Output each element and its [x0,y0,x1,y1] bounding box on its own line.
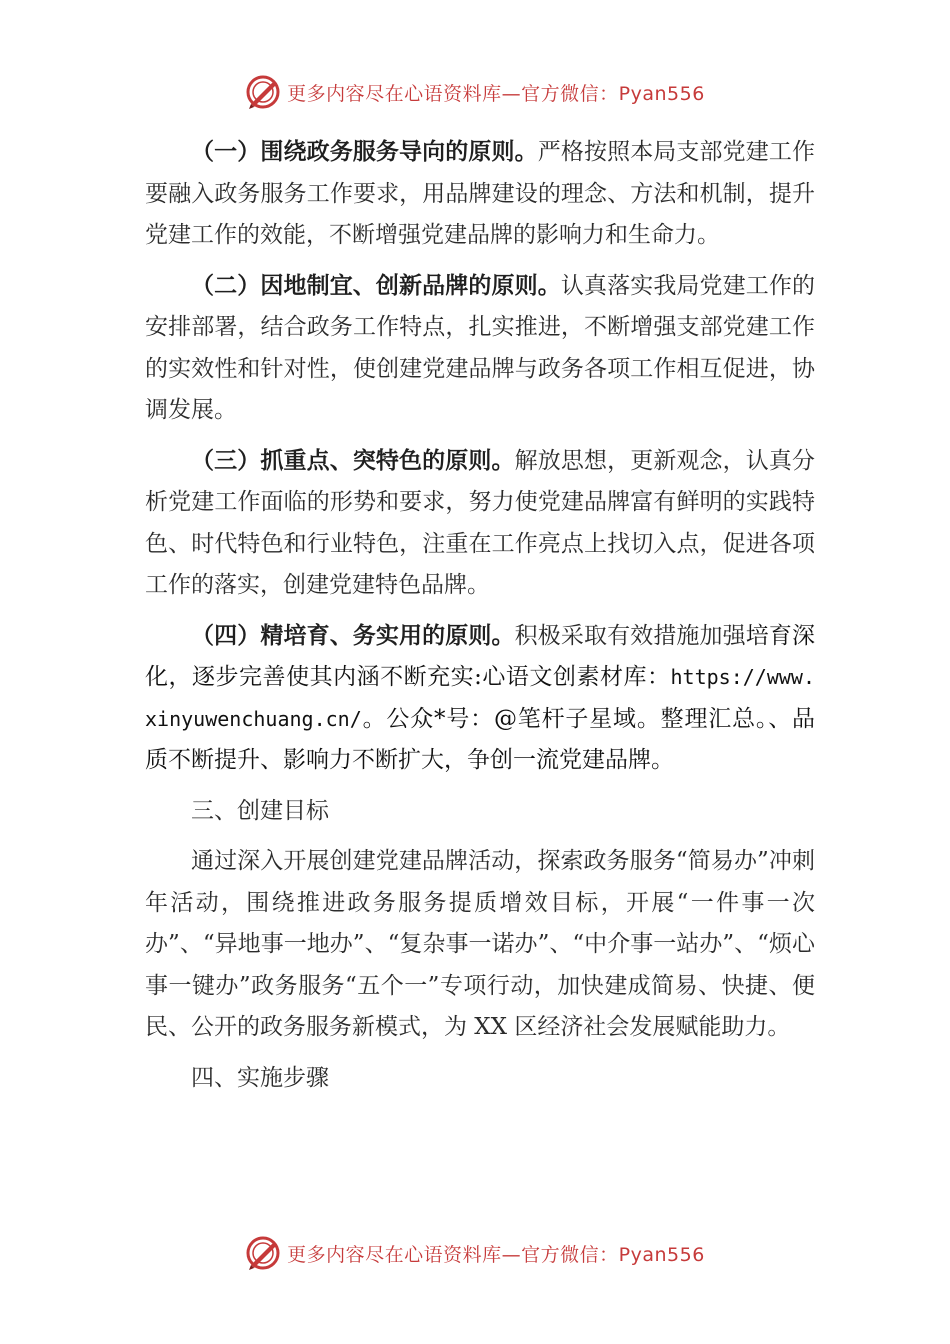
principle-4 [145,616,815,782]
principle-1-body: 严格按照本局支部党建工作要融入政务服务工作要求，用品牌建设的理念、方法和机制，提升党建工作的效能，不断增强党建品牌的影响力和生命力。 [145,139,816,248]
principle-3-lead: （三）抓重点、突特色的原则。 [191,447,515,474]
source-url: https://www.xinyuwenchuang.cn/ [145,665,815,731]
principle-2-body: 认真落实我局党建工作的安排部署，结合政务工作特点，扎实推进，不断增强支部党建工作的实效性和针对性，使创建党建品牌与政务各项工作相互促进，协调发展。 [145,272,816,423]
red-pen-seal-icon [245,74,281,110]
footer-banner [0,1233,950,1273]
banner-text: 更多内容尽在心语资料库—官方微信：Pyan556 [287,1243,705,1266]
document-body [145,132,815,1108]
banner-text: 更多内容尽在心语资料库—官方微信：Pyan556 [287,82,705,105]
principle-4-body-dark: 培育深化，逐步完善使其内涵不断充实:心语文创素材库： [145,622,816,690]
principle-4-body-after: 。公众*号：@笔杆子星域。整理汇总。、品质不断提升、影响力不断扩大，争创一流党建品牌。 [145,705,815,773]
red-pen-seal-icon [245,1235,281,1271]
section-4-heading: 四、实施步骤 [191,1064,329,1091]
principle-4-lead: （四）精培育、务实用的原则。 [191,622,515,649]
principle-1-lead: （一）围绕政务服务导向的原则。 [191,139,538,165]
header-banner [0,72,950,112]
principle-2-lead: （二）因地制宜、创新品牌的原则。 [191,272,561,299]
principle-3-body: 解放思想，更新观念，认真分析党建工作面临的形势和要求，努力使党建品牌富有鲜明的实践特色、时代特色和行业特色，注重在工作亮点上找切入点，促进各项工作的落实，创建党建特色品牌。 [145,447,816,598]
principle-2 [145,266,815,432]
principle-4-body: 积极采取有效措施加强 [514,622,746,649]
section-3-body: 通过深入开展创建党建品牌活动，探索政务服务“简易办”冲刺年活动，围绕推进政务服务提质增效目标，开展“一件事一次办”、“异地事一地办”、“复杂事一诺办”、“中介事一站办”、“烦心事一键办”政务服务“五个一”专项行动，加快建成简易、快捷、便民、公开的政务服务新模式，为 XX 区经济社会发展赋能助力。 [145,848,815,1040]
section-3-heading: 三、创建目标 [191,797,329,824]
principle-3 [145,441,815,607]
principle-1 [145,132,815,257]
